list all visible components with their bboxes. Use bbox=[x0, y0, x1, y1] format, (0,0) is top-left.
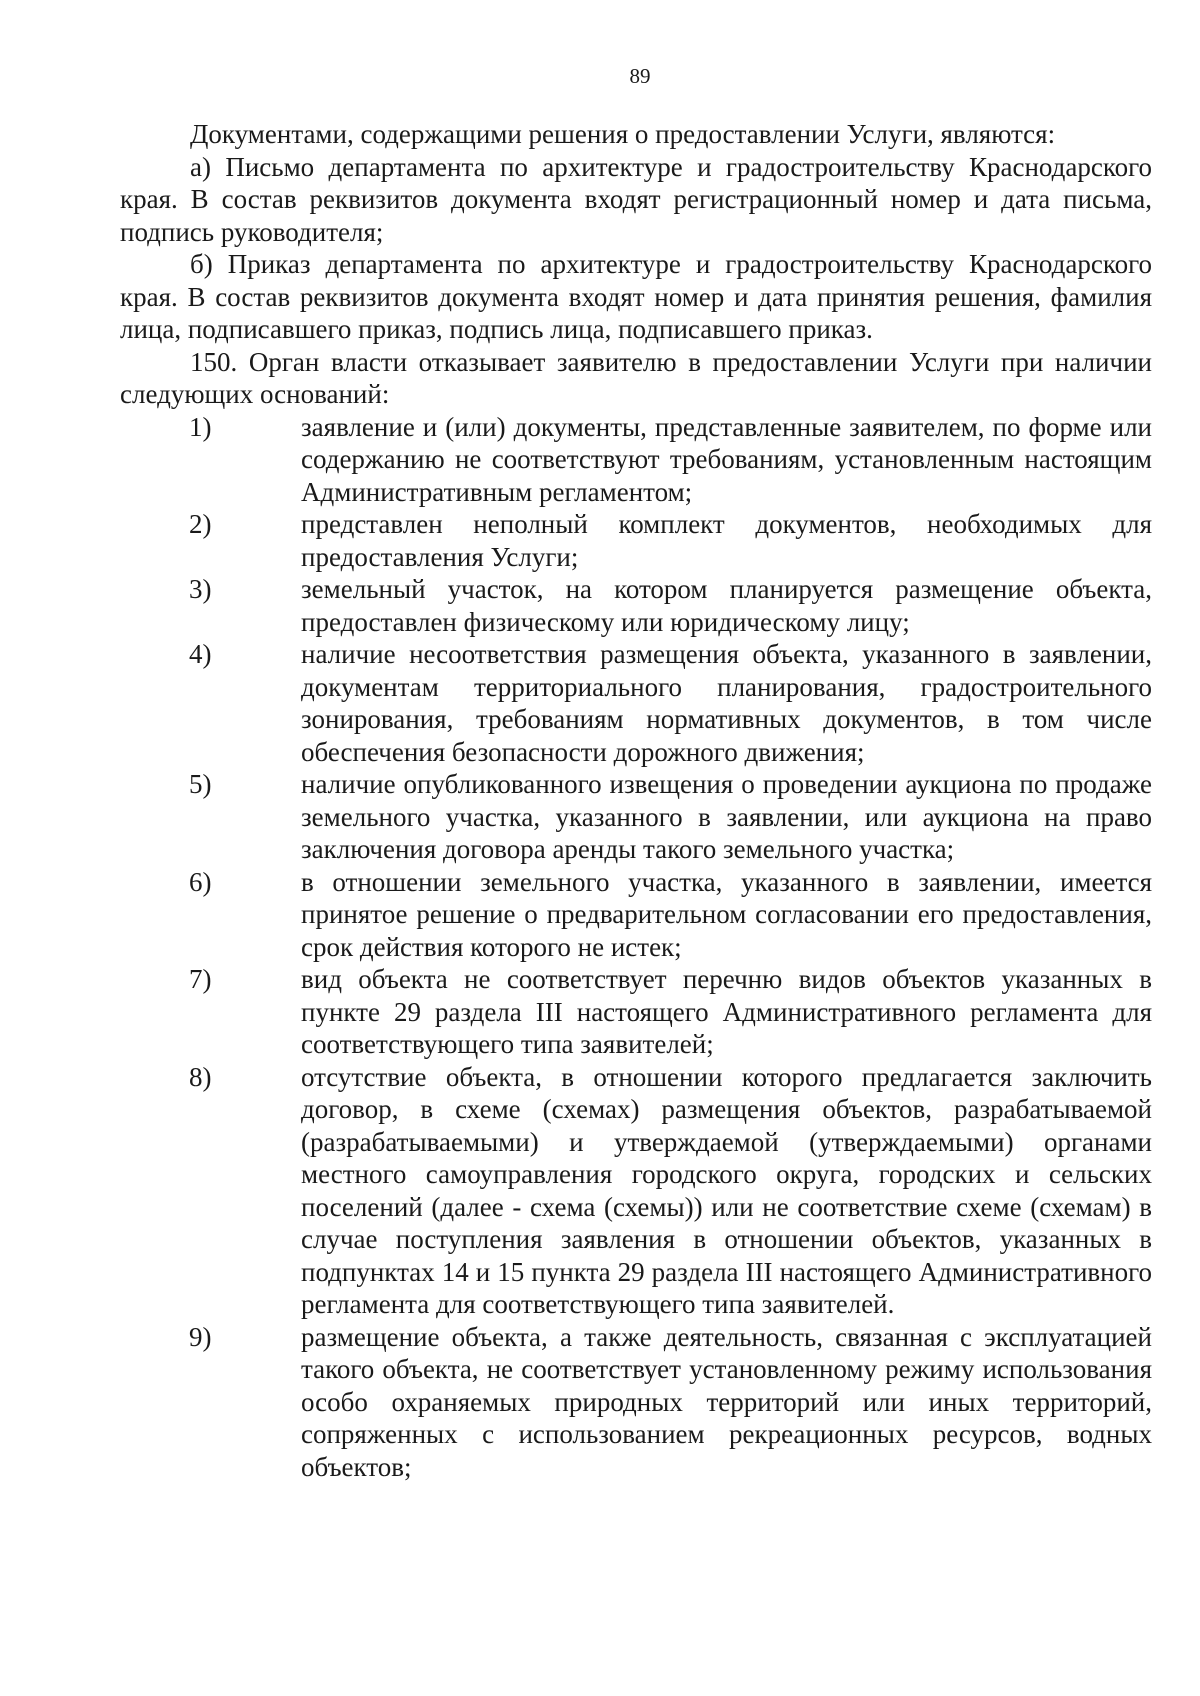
list-item-text: вид объекта не соответствует перечню видов объектов указанных в пункте 29 раздела III настоящего Административного регламента для соответствующего типа заявителей; bbox=[301, 964, 1152, 1059]
refusal-grounds-list bbox=[120, 411, 1152, 1484]
paragraph-item-a: а) Письмо департамента по архитектуре и градостроительству Краснодарского края. В состав реквизитов документа входят регистрационный номер и дата письма, подпись руководителя; bbox=[120, 151, 1152, 247]
document-body bbox=[120, 118, 1152, 1483]
list-item-number: 9) bbox=[189, 1321, 212, 1352]
paragraph-intro: Документами, содержащими решения о предоставлении Услуги, являются: bbox=[190, 119, 1056, 149]
list-item-number: 2) bbox=[189, 509, 212, 539]
list-item-text: представлен неполный комплект документов, необходимых для предоставления Услуги; bbox=[301, 509, 1152, 572]
list-item bbox=[120, 411, 1152, 509]
list-item-text: отсутствие объекта, в отношении которого предлагается заключить договор, в схеме (схемах) размещения объектов, разрабатываемой (разрабатываемыми) и утверждаемой (утверждаемыми) органами местного самоуправления городского округа, городских и сельских поселений (далее - схема (схемы)) или не соответствие схеме (схемам) в случае поступления заявления в отношении объектов, указанных в подпунктах 14 и 15 пункта 29 раздела III настоящего Административного регламента для соответствующего типа заявителей. bbox=[301, 1061, 1152, 1319]
list-item bbox=[120, 508, 1152, 573]
list-item bbox=[120, 1321, 1152, 1484]
list-item-number: 8) bbox=[189, 1061, 212, 1092]
paragraph-150: 150. Орган власти отказывает заявителю в предоставлении Услуги при наличии следующих оснований: bbox=[120, 346, 1152, 409]
list-item-text: размещение объекта, а также деятельность, связанная с эксплуатацией такого объекта, не соответствует установленному режиму использования особо охраняемых природных территорий или иных территорий, сопряженных с использованием рекреационных ресурсов, водных объектов; bbox=[301, 1321, 1152, 1482]
list-item-number: 4) bbox=[189, 639, 212, 669]
list-item-text: земельный участок, на котором планируется размещение объекта, предоставлен физическому или юридическому лицу; bbox=[301, 574, 1152, 637]
list-item-text: заявление и (или) документы, представленные заявителем, по форме или содержанию не соответствуют требованиям, установленным настоящим Административным регламентом; bbox=[301, 411, 1152, 507]
paragraph-item-b: б) Приказ департамента по архитектуре и градостроительству Краснодарского края. В состав реквизитов документа входят номер и дата принятия решения, фамилия лица, подписавшего приказ, подпись лица, подписавшего приказ. bbox=[120, 249, 1152, 344]
list-item-number: 7) bbox=[189, 964, 212, 994]
list-item-text: наличие несоответствия размещения объекта, указанного в заявлении, документам территориального планирования, градостроительного зонирования, требованиям нормативных документов, в том числе обеспечения безопасности дорожного движения; bbox=[301, 639, 1152, 767]
list-item-number: 3) bbox=[189, 574, 212, 604]
list-item bbox=[120, 1061, 1152, 1321]
list-item-text: в отношении земельного участка, указанного в заявлении, имеется принятое решение о предварительном согласовании его предоставления, срок действия которого не истек; bbox=[301, 866, 1152, 962]
list-item-number: 6) bbox=[189, 866, 212, 897]
list-item bbox=[120, 866, 1152, 964]
list-item bbox=[120, 768, 1152, 866]
list-item-number: 5) bbox=[189, 769, 212, 799]
list-item-number: 1) bbox=[189, 411, 212, 442]
list-item bbox=[120, 963, 1152, 1061]
list-item bbox=[120, 638, 1152, 768]
page-number: 89 bbox=[629, 64, 651, 88]
list-item bbox=[120, 573, 1152, 638]
list-item-text: наличие опубликованного извещения о проведении аукциона по продаже земельного участка, указанного в заявлении, или аукциона на право заключения договора аренды такого земельного участка; bbox=[301, 769, 1152, 864]
